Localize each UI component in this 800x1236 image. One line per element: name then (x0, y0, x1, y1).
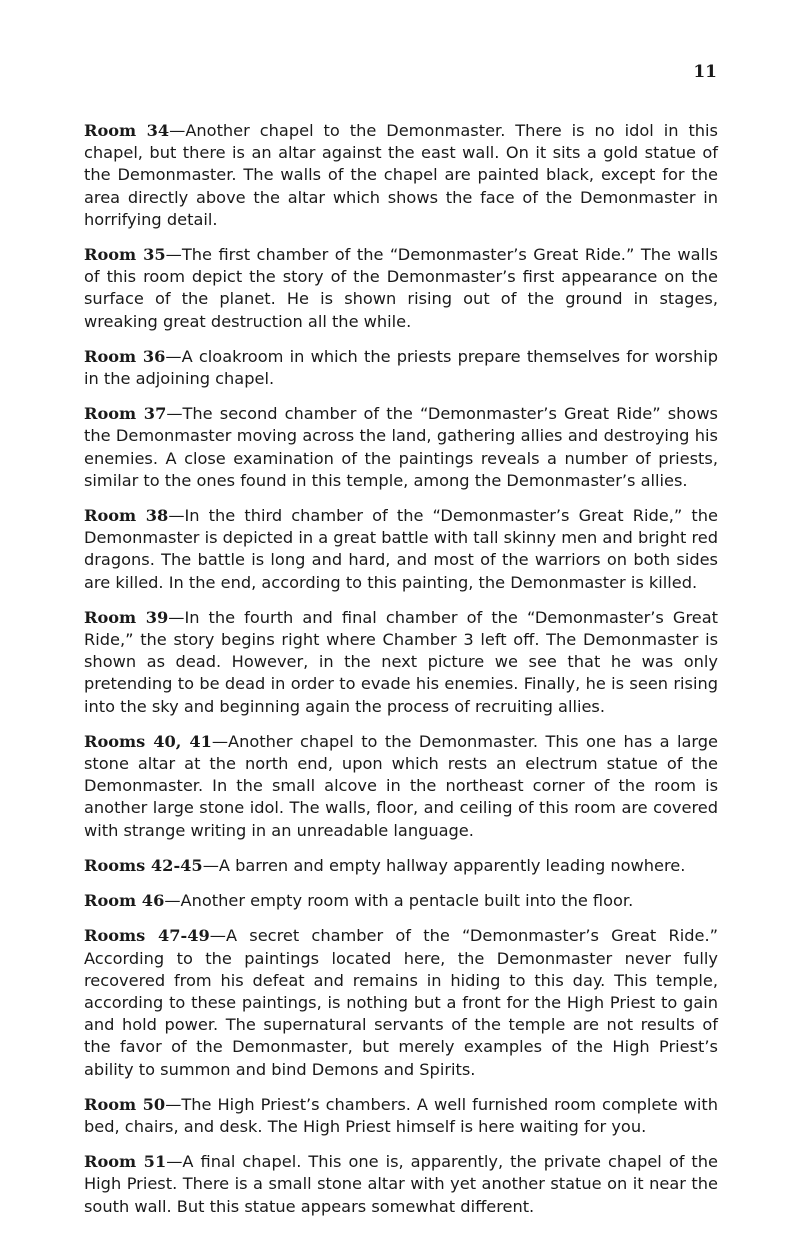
room-entry-37 (84, 403, 718, 492)
room-entry-39 (84, 607, 718, 718)
room-entry-36 (84, 346, 718, 390)
room-text: —A cloakroom in which the priests prepare themselves for worship in the adjoining chapel. (84, 346, 718, 389)
room-entry-50 (84, 1094, 718, 1138)
room-entry-51 (84, 1151, 718, 1218)
room-label: Rooms 47-49 (84, 926, 210, 946)
room-label: Rooms 40, 41 (84, 731, 212, 751)
room-text: —The first chamber of the “Demonmaster’s Great Ride.” The walls of this room depict the story of the Demonmaster’s first appearance on the surface of the planet. He is shown rising out of the ground in stages, wreaking great destruction all the while. (84, 245, 718, 331)
room-label: Room 37 (84, 404, 167, 424)
room-label: Room 51 (84, 1152, 167, 1172)
room-text: —Another chapel to the Demonmaster. This one has a large stone altar at the north end, upon which rests an electrum statue of the Demonmaster. In the small alcove in the northeast corner of the room is another large stone idol. The walls, floor, and ceiling of this room are covered with strange writing in an unreadable language. (84, 731, 719, 840)
room-label: Room 50 (84, 1094, 166, 1114)
room-text: —In the third chamber of the “Demonmaster’s Great Ride,” the Demonmaster is depicted in a great battle with tall skinny men and bright red dragons. The battle is long and hard, and most of the warriors on both sides are killed. In the end, according to this painting, the Demonmaster is killed. (84, 506, 718, 592)
room-descriptions (84, 120, 718, 1231)
room-entry-46 (84, 890, 718, 912)
room-text: —A barren and empty hallway apparently leading nowhere. (202, 855, 686, 875)
room-label: Room 34 (84, 121, 170, 140)
room-text: —Another empty room with a pentacle built into the floor. (164, 891, 634, 911)
room-entry-35 (84, 244, 718, 333)
room-text: —The High Priest’s chambers. A well furnished room complete with bed, chairs, and desk. The High Priest himself is here waiting for you. (84, 1094, 718, 1136)
room-label: Room 36 (84, 346, 166, 366)
room-label: Room 35 (84, 245, 166, 265)
room-label: Rooms 42-45 (84, 855, 203, 875)
room-entry-38 (84, 505, 718, 594)
room-label: Room 39 (84, 607, 169, 627)
room-text: —Another chapel to the Demonmaster. There is no idol in this chapel, but there is an altar against the east wall. On it sits a gold statue of the Demonmaster. The walls of the chapel are painted black, except for the area directly above the altar which shows the face of the Demonmaster in horrifying detail. (84, 121, 718, 229)
room-text: —In the fourth and final chamber of the “Demonmaster’s Great Ride,” the story begins right where Chamber 3 left off. The Demonmaster is shown as dead. However, in the next picture we see that he was only pretending to be dead in order to evade his enemies. Finally, he is seen rising into the sky and beginning again the process of recruiting allies. (84, 607, 718, 716)
room-entry-47-49 (84, 925, 718, 1080)
room-label: Room 38 (84, 506, 169, 526)
room-entry-40-41 (84, 731, 718, 842)
room-label: Room 46 (84, 891, 165, 911)
room-entry-42-45 (84, 855, 718, 877)
page-number: 11 (693, 62, 717, 82)
room-text: —A secret chamber of the “Demonmaster’s Great Ride.” According to the paintings located here, the Demonmaster never fully recovered from his defeat and remains in hiding to this day. This temple, according to these paintings, is nothing but a front for the High Priest to gain and hold power. The supernatural servants of the temple are not results of the favor of the Demonmaster, but merely examples of the High Priest’s ability to summon and bind Demons and Spirits. (84, 926, 718, 1079)
room-text: —The second chamber of the “Demonmaster’s Great Ride” shows the Demonmaster moving across the land, gathering allies and destroying his enemies. A close examination of the paintings reveals a number of priests, similar to the ones found in this temple, among the Demonmaster’s allies. (84, 404, 718, 490)
room-text: —A final chapel. This one is, apparently, the private chapel of the High Priest. There is a small stone altar with yet another statue on it near the south wall. But this statue appears somewhat different. (84, 1152, 718, 1216)
room-entry-34 (84, 120, 718, 231)
